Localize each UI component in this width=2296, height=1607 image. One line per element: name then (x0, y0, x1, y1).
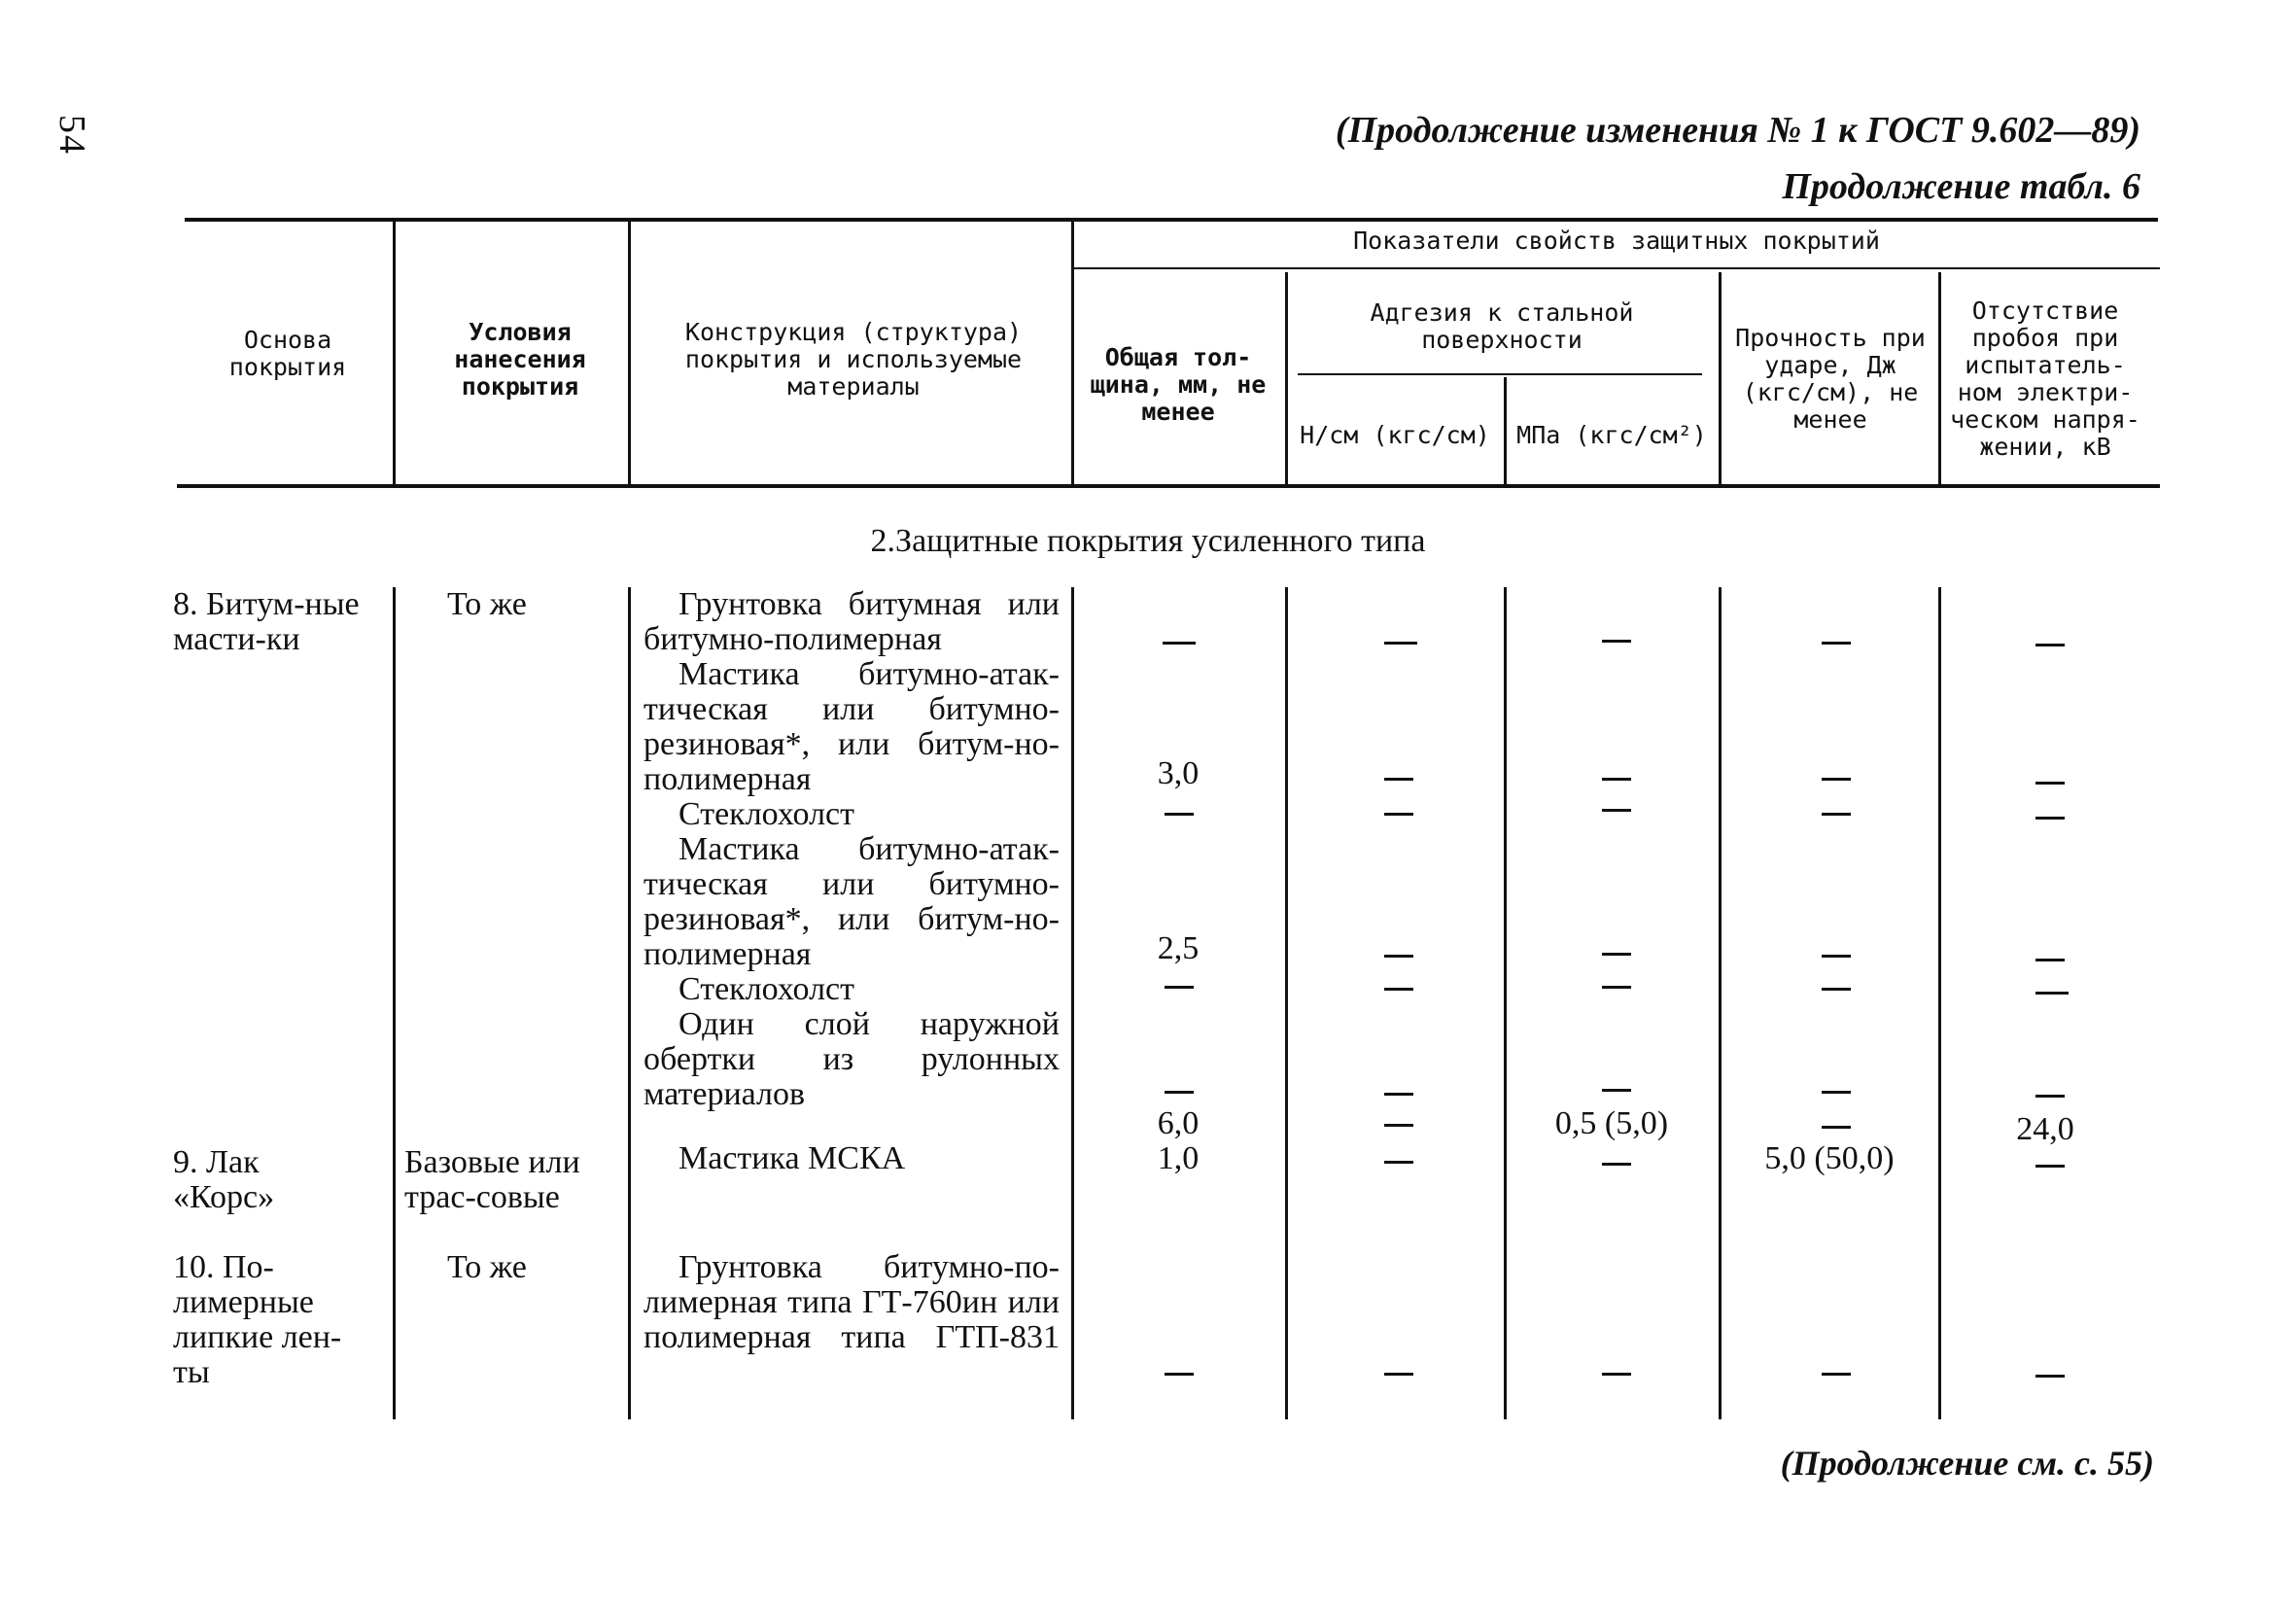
row8-layer: Один слой наружной обертки из рулонных материалов (644, 1006, 1060, 1112)
header-properties-group: Показатели свойств защитных покрытий (1353, 227, 1880, 255)
row8-breakdown-value: 24,0 (2016, 1111, 2074, 1147)
header-divider (628, 222, 631, 484)
dash-mark (1384, 778, 1413, 781)
continuation-footer: (Продолжение см. с. 55) (1780, 1444, 2154, 1483)
dash-mark (1163, 642, 1196, 645)
header-bottom-rule (177, 484, 2160, 488)
dash-mark (1602, 1089, 1631, 1092)
header-adhesion-mpa: МПа (кгс/см²) (1516, 421, 1707, 449)
dash-mark (1602, 986, 1631, 989)
row9-impact-value: 5,0 (50,0) (1764, 1140, 1895, 1176)
header-conditions: Условия нанесения покрытия (454, 318, 586, 401)
page-number: 54 (52, 115, 92, 156)
body-divider (1719, 587, 1722, 1419)
dash-mark (1384, 642, 1417, 645)
dash-mark (1602, 1373, 1631, 1376)
group-header-rule (1073, 267, 2160, 269)
dash-mark (2035, 782, 2065, 785)
dash-mark (2035, 992, 2069, 995)
header-adhesion-ncm: Н/см (кгс/см) (1300, 421, 1490, 449)
adhesion-subheader-rule (1298, 373, 1702, 375)
row9-layer: Мастика МСКА (678, 1140, 906, 1176)
row8-thickness-value: 3,0 (1157, 755, 1200, 791)
dash-mark (1822, 1373, 1851, 1376)
dash-mark (1822, 813, 1851, 816)
section-title: 2.Защитные покрытия усиленного типа (870, 523, 1426, 559)
dash-mark (2035, 1375, 2065, 1378)
dash-mark (1602, 953, 1631, 956)
header-divider (393, 222, 396, 484)
dash-mark (1822, 1091, 1851, 1094)
body-divider (628, 587, 631, 1419)
dash-mark (1384, 1161, 1413, 1164)
header-divider (1938, 272, 1941, 484)
dash-mark (1165, 1091, 1194, 1094)
dash-mark (1822, 1126, 1851, 1129)
dash-mark (1384, 1373, 1413, 1376)
row9-conditions: Базовые или трас-совые (404, 1144, 580, 1215)
row8-layer: Грунтовка битумная или битумно-полимерная (644, 586, 1060, 657)
row8-layer: Стеклохолст (678, 971, 854, 1007)
row8-layer: Мастика битумно-атак-тическая или битумно-резиновая*, или битум-но-полимерная (644, 831, 1060, 972)
dash-mark (1384, 1124, 1413, 1127)
row8-layer: Стеклохолст (678, 796, 854, 832)
dash-mark (1384, 813, 1413, 816)
dash-mark (1165, 813, 1194, 816)
row8-thickness-value: 2,5 (1157, 930, 1200, 966)
row8-thickness-value: 6,0 (1157, 1105, 1200, 1141)
row8-layer: Мастика битумно-атак-тическая или битумно-резиновая*, или битум-но-полимерная (644, 656, 1060, 797)
body-divider (393, 587, 396, 1419)
dash-mark (1602, 778, 1631, 781)
dash-mark (2035, 959, 2065, 961)
row9-base: 9. Лак «Корс» (173, 1144, 275, 1215)
dash-mark (2035, 1165, 2065, 1168)
header-construction: Конструкция (структура) покрытия и используемые материалы (684, 318, 1023, 401)
row10-layer: Грунтовка битумно-по-лимерная типа ГТ-760ин или полимерная типа ГТП-831 (644, 1249, 1060, 1355)
row10-base: 10. По-лимерные липкие лен-ты (173, 1249, 342, 1390)
dash-mark (1165, 1373, 1194, 1376)
dash-mark (1602, 1163, 1631, 1166)
body-divider (1071, 587, 1074, 1419)
header-divider (1285, 272, 1288, 484)
header-impact: Прочность при ударе, Дж (кгс/см), не менее (1735, 324, 1926, 434)
running-header: (Продолжение изменения № 1 к ГОСТ 9.602—89) (1335, 110, 2140, 151)
row9-thickness-value: 1,0 (1157, 1140, 1200, 1176)
dash-mark (2035, 644, 2065, 646)
header-divider (1504, 377, 1507, 484)
dash-mark (2035, 1095, 2065, 1098)
dash-mark (1165, 986, 1194, 989)
dash-mark (1384, 1093, 1413, 1096)
row8-base: 8. Битум-ные масти-ки (173, 586, 360, 657)
header-adhesion: Адгезия к стальной поверхности (1370, 298, 1634, 354)
row8-adhesion-mpa-value: 0,5 (5,0) (1554, 1105, 1669, 1141)
body-divider (1938, 587, 1941, 1419)
dash-mark (1384, 988, 1413, 991)
table-continuation-label: Продолжение табл. 6 (1782, 166, 2140, 207)
row8-conditions: То же (447, 586, 527, 622)
dash-mark (2035, 817, 2065, 820)
body-divider (1504, 587, 1507, 1419)
dash-mark (1822, 955, 1851, 958)
dash-mark (1602, 640, 1631, 643)
dash-mark (1384, 955, 1413, 958)
header-divider (1719, 272, 1722, 484)
body-divider (1285, 587, 1288, 1419)
dash-mark (1822, 642, 1851, 645)
table-top-rule (185, 218, 2158, 222)
header-divider (1071, 222, 1074, 484)
header-breakdown: Отсутствие пробоя при испытатель-ном электри-ческом напря-жении, кВ (1950, 297, 2140, 461)
header-base: Основа покрытия (228, 326, 347, 381)
header-thickness: Общая тол-щина, мм, не менее (1090, 343, 1267, 426)
dash-mark (1822, 778, 1851, 781)
dash-mark (1822, 988, 1851, 991)
row10-conditions: То же (447, 1249, 527, 1285)
dash-mark (1602, 809, 1631, 812)
